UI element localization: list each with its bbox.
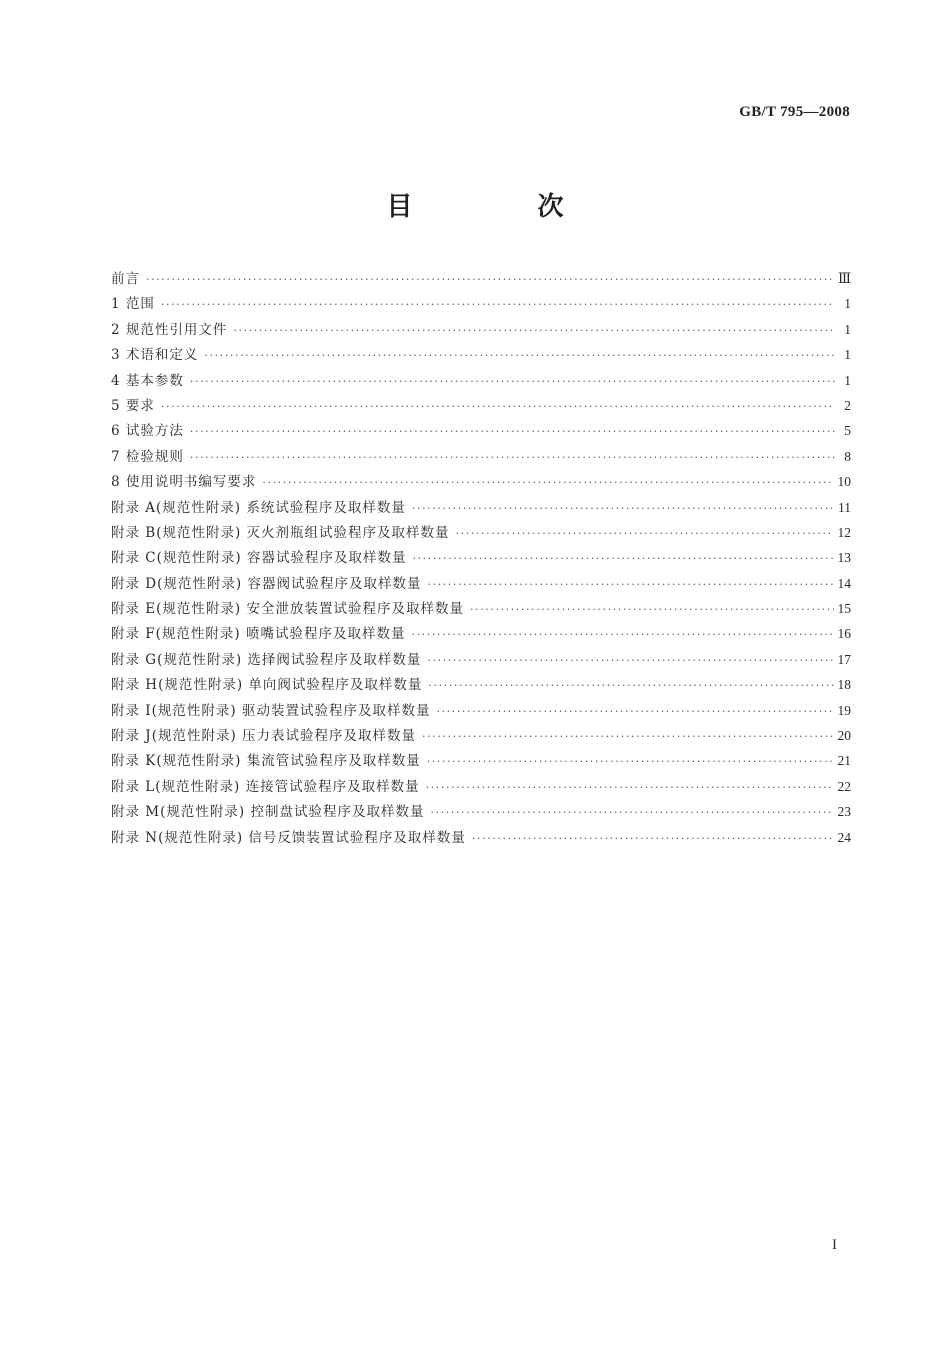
- toc-entry-inspection-rules[interactable]: [111, 444, 851, 469]
- dot-leader: [412, 546, 833, 571]
- page-number: I: [832, 1237, 837, 1253]
- toc-entry-basic-parameters[interactable]: [111, 368, 851, 393]
- toc-entry-label: 1 范围: [111, 296, 155, 313]
- toc-entry-label: 附录 G(规范性附录) 选择阀试验程序及取样数量: [111, 651, 422, 668]
- toc-entry-page: 10: [837, 474, 851, 490]
- toc-entry-annex-g[interactable]: [111, 647, 851, 672]
- dot-leader: [262, 470, 833, 495]
- toc-entry-label: 附录 J(规范性附录) 压力表试验程序及取样数量: [111, 728, 417, 745]
- toc-entry-label: 附录 C(规范性附录) 容器试验程序及取样数量: [111, 550, 407, 567]
- toc-entry-page: 22: [837, 778, 851, 794]
- toc-entry-page: 12: [837, 524, 851, 540]
- toc-entry-page: 23: [837, 804, 851, 820]
- toc-entry-test-methods[interactable]: [111, 418, 851, 443]
- toc-entry-annex-h[interactable]: [111, 672, 851, 697]
- toc-entry-label: 2 规范性引用文件: [111, 321, 228, 338]
- toc-entry-page: 18: [837, 677, 851, 693]
- toc-entry-label: 8 使用说明书编写要求: [111, 474, 257, 491]
- toc-entry-page: 1: [844, 347, 851, 363]
- dot-leader: [430, 800, 833, 825]
- dot-leader: [456, 521, 834, 546]
- toc-entry-label: 前言: [111, 271, 140, 287]
- toc-entry-annex-l[interactable]: [111, 774, 851, 799]
- toc-entry-page: 1: [844, 296, 851, 312]
- toc-entry-requirements[interactable]: [111, 393, 851, 418]
- toc-entry-label: 6 试验方法: [111, 423, 184, 440]
- toc-entry-annex-b[interactable]: [111, 520, 851, 545]
- dot-leader: [427, 572, 833, 597]
- toc-entry-page: 24: [837, 829, 851, 845]
- toc-entry-label: 3 术语和定义: [111, 347, 199, 364]
- toc-entry-label: 附录 F(规范性附录) 喷嘴试验程序及取样数量: [111, 626, 406, 643]
- toc-entry-label: 5 要求: [111, 397, 155, 414]
- toc-entry-label: 4 基本参数: [111, 372, 184, 389]
- dot-leader: [190, 369, 835, 394]
- dot-leader: [146, 267, 834, 292]
- dot-leader: [204, 343, 835, 368]
- dot-leader: [422, 724, 833, 749]
- toc-entry-page: 1: [844, 321, 851, 337]
- toc-entry-page: 20: [837, 728, 851, 744]
- toc-entry-page: 17: [837, 651, 851, 667]
- toc-entry-page: 11: [838, 499, 851, 515]
- toc-entry-label: 附录 K(规范性附录) 集流管试验程序及取样数量: [111, 753, 421, 770]
- toc-entry-page: 21: [837, 753, 851, 769]
- toc-entry-page: 14: [837, 575, 851, 591]
- toc-entry-annex-m[interactable]: [111, 799, 851, 824]
- toc-entry-annex-i[interactable]: [111, 698, 851, 723]
- table-of-contents: [111, 266, 851, 850]
- toc-entry-annex-e[interactable]: [111, 596, 851, 621]
- toc-entry-page: 13: [837, 550, 851, 566]
- toc-entry-page: 2: [844, 397, 851, 413]
- dot-leader: [412, 496, 834, 521]
- toc-entry-annex-n[interactable]: [111, 825, 851, 850]
- toc-entry-manual-requirements[interactable]: [111, 469, 851, 494]
- toc-entry-label: 7 检验规则: [111, 448, 184, 465]
- dot-leader: [472, 826, 834, 851]
- dot-leader: [427, 749, 834, 774]
- toc-entry-terms-definitions[interactable]: [111, 342, 851, 367]
- toc-entry-label: 附录 N(规范性附录) 信号反馈装置试验程序及取样数量: [111, 829, 466, 846]
- toc-entry-annex-f[interactable]: [111, 621, 851, 646]
- toc-entry-annex-c[interactable]: [111, 545, 851, 570]
- toc-title: 目 次: [386, 192, 622, 222]
- toc-entry-label: 附录 E(规范性附录) 安全泄放装置试验程序及取样数量: [111, 601, 464, 618]
- dot-leader: [233, 318, 835, 343]
- dot-leader: [161, 394, 835, 419]
- toc-entry-page: 5: [844, 423, 851, 439]
- toc-entry-scope[interactable]: [111, 291, 851, 316]
- dot-leader: [436, 699, 833, 724]
- toc-entry-annex-k[interactable]: [111, 748, 851, 773]
- toc-entry-annex-j[interactable]: [111, 723, 851, 748]
- dot-leader: [428, 673, 833, 698]
- dot-leader: [190, 419, 835, 444]
- toc-entry-page: 1: [844, 372, 851, 388]
- toc-entry-normative-references[interactable]: [111, 317, 851, 342]
- dot-leader: [190, 445, 835, 470]
- toc-entry-label: 附录 M(规范性附录) 控制盘试验程序及取样数量: [111, 804, 425, 821]
- toc-entry-foreword[interactable]: [111, 266, 851, 291]
- toc-entry-label: 附录 H(规范性附录) 单向阀试验程序及取样数量: [111, 677, 423, 694]
- toc-entry-label: 附录 L(规范性附录) 连接管试验程序及取样数量: [111, 778, 420, 795]
- dot-leader: [426, 775, 834, 800]
- dot-leader: [427, 648, 833, 673]
- toc-entry-page: 15: [837, 601, 851, 617]
- toc-entry-label: 附录 D(规范性附录) 容器阀试验程序及取样数量: [111, 575, 422, 592]
- toc-entry-label: 附录 A(规范性附录) 系统试验程序及取样数量: [111, 499, 406, 516]
- toc-entry-annex-a[interactable]: [111, 495, 851, 520]
- toc-entry-annex-d[interactable]: [111, 571, 851, 596]
- standard-number: GB/T 795—2008: [739, 104, 850, 120]
- toc-entry-page: 19: [837, 702, 851, 718]
- toc-entry-page: Ⅲ: [837, 271, 851, 286]
- toc-entry-label: 附录 B(规范性附录) 灭火剂瓶组试验程序及取样数量: [111, 524, 450, 541]
- dot-leader: [470, 597, 834, 622]
- dot-leader: [411, 622, 833, 647]
- dot-leader: [161, 292, 835, 317]
- toc-entry-page: 8: [844, 448, 851, 464]
- toc-entry-label: 附录 I(规范性附录) 驱动装置试验程序及取样数量: [111, 702, 431, 719]
- toc-entry-page: 16: [837, 626, 851, 642]
